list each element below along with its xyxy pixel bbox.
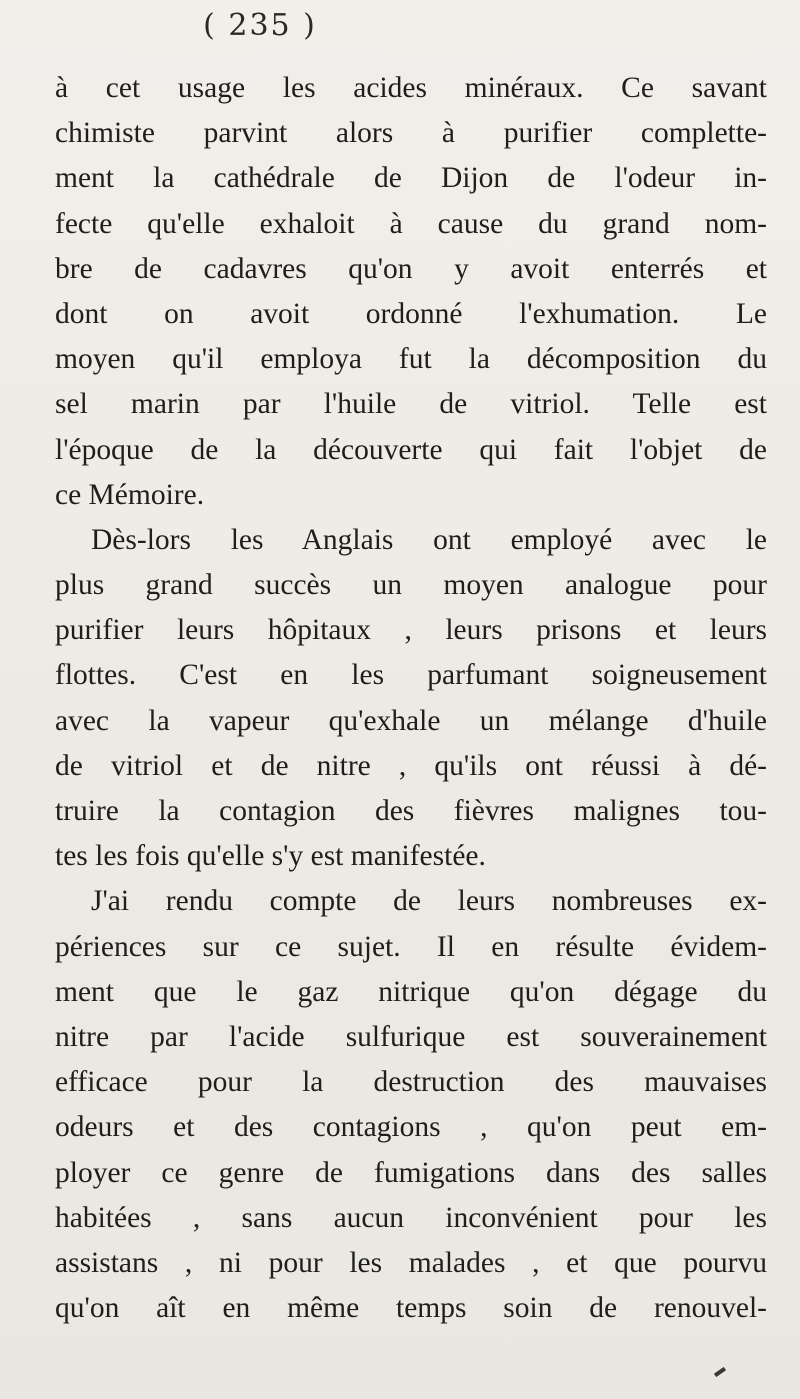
text-line: moyen qu'il employa fut la décomposition du	[55, 343, 767, 376]
text-line: avec la vapeur qu'exhale un mélange d'huile	[55, 704, 767, 737]
text-line: purifier leurs hôpitaux , leurs prisons et leurs	[55, 614, 767, 647]
text-line: bre de cadavres qu'on y avoit enterrés et	[55, 252, 767, 285]
text-line: tes les fois qu'elle s'y est manifestée.	[55, 840, 486, 873]
text-line: périences sur ce sujet. Il en résulte évidem-	[55, 930, 767, 963]
text-line: dont on avoit ordonné l'exhumation. Le	[55, 297, 767, 330]
text-line: assistans , ni pour les malades , et que pourvu	[55, 1246, 767, 1279]
text-line: ment que le gaz nitrique qu'on dégage du	[55, 975, 767, 1008]
text-line: habitées , sans aucun inconvénient pour les	[55, 1201, 767, 1234]
text-line: sel marin par l'huile de vitriol. Telle est	[55, 388, 767, 421]
paragraph-2	[55, 518, 767, 880]
body-text	[55, 66, 767, 1331]
text-line: l'époque de la découverte qui fait l'objet de	[55, 433, 767, 466]
text-line: ployer ce genre de fumigations dans des salles	[55, 1156, 767, 1189]
text-line: J'ai rendu compte de leurs nombreuses ex-	[91, 885, 767, 918]
ink-mark	[714, 1367, 726, 1377]
paragraph-3	[55, 879, 767, 1331]
text-line: ce Mémoire.	[55, 478, 205, 511]
text-line: nitre par l'acide sulfurique est souverainement	[55, 1020, 767, 1053]
text-line: Dès-lors les Anglais ont employé avec le	[91, 523, 767, 556]
page-number: ( 235 )	[203, 8, 317, 43]
text-line: chimiste parvint alors à purifier complette-	[55, 117, 767, 150]
text-line: plus grand succès un moyen analogue pour	[55, 569, 767, 602]
text-line: efficace pour la destruction des mauvaises	[55, 1066, 767, 1099]
paragraph-1	[55, 66, 767, 518]
text-line: truire la contagion des fièvres malignes tou-	[55, 795, 767, 827]
text-line: qu'on aît en même temps soin de renouvel-	[55, 1292, 767, 1325]
text-line: à cet usage les acides minéraux. Ce savant	[55, 72, 767, 104]
text-line: ment la cathédrale de Dijon de l'odeur in-	[55, 162, 767, 195]
text-line: odeurs et des contagions , qu'on peut em-	[55, 1111, 767, 1144]
text-line: de vitriol et de nitre , qu'ils ont réussi à dé-	[55, 749, 767, 782]
text-line: flottes. C'est en les parfumant soigneusement	[55, 659, 767, 692]
text-line: fecte qu'elle exhaloit à cause du grand nom-	[55, 207, 767, 240]
